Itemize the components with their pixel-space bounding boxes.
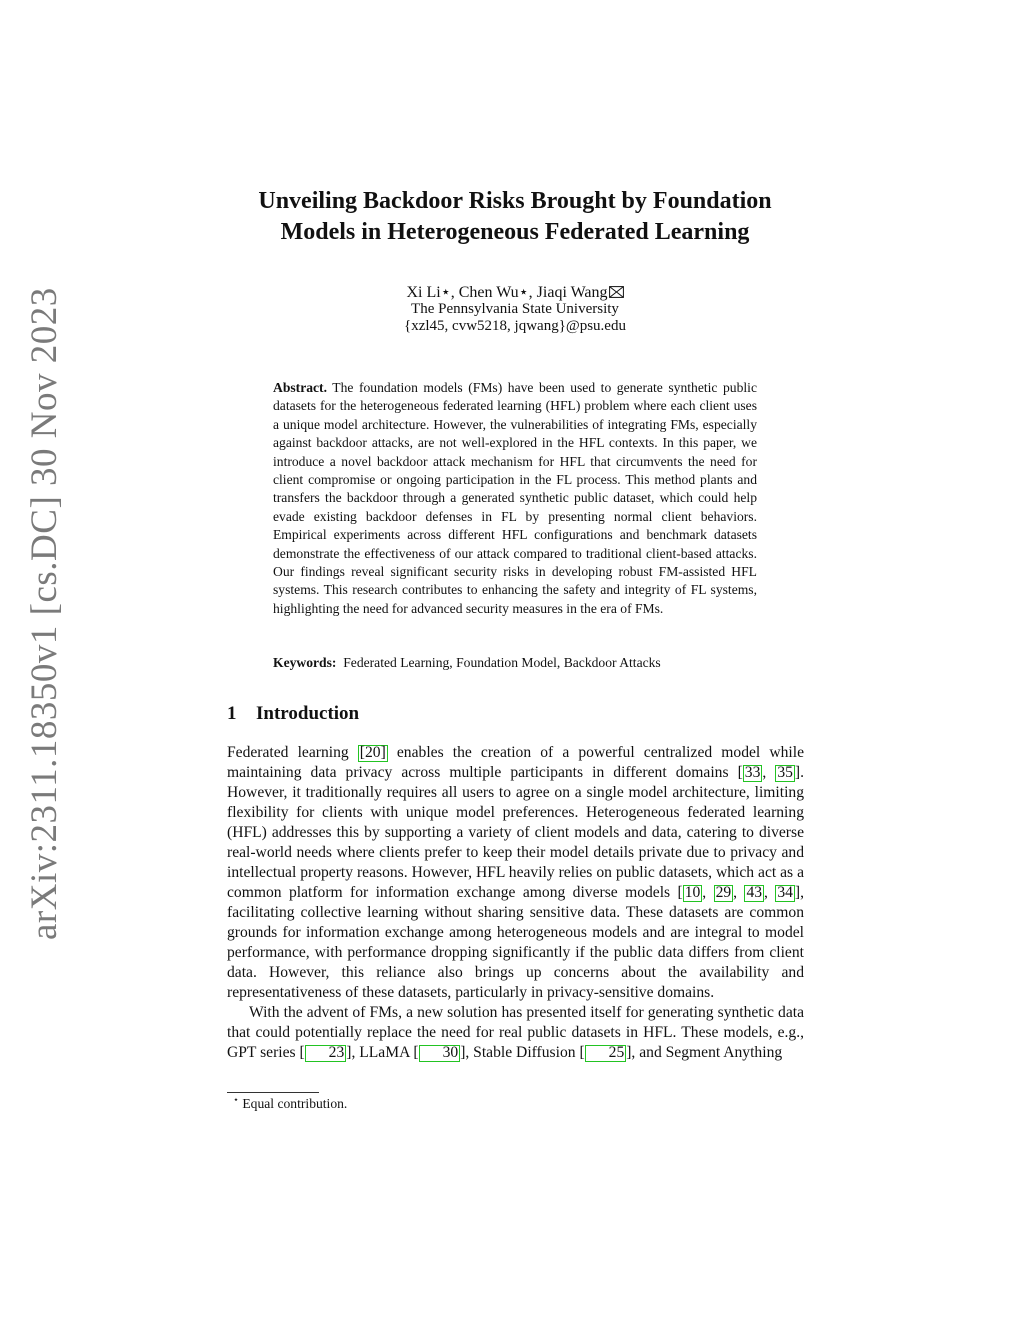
- section-heading: [227, 702, 359, 726]
- citation-link[interactable]: 10: [684, 884, 701, 901]
- keywords: [273, 654, 757, 672]
- abstract-text: The foundation models (FMs) have been used to generate synthetic public datasets for the heterogeneous federated learning (HFL) problem where each client uses a unique model architecture. However, the vulnerabilities of integrating FMs, especially against backdoor attacks, are not well-explored in the HFL contexts. In this paper, we introduce a novel backdoor attack mechanism for HFL that circumvents the need for client compromise or ongoing participation in the FL process. This method plants and transfers the backdoor through a generated synthetic public dataset, which could help evade existing backdoor defenses in FL by presenting normal client behaviors. Empirical experiments across different HFL configurations and benchmark datasets demonstrate the effectiveness of our attack compared to traditional client-based attacks. Our findings reveal significant security risks in developing robust FM-assisted HFL systems. This research contributes to enhancing the safety and integrity of FL systems, highlighting the need for advanced security measures in the era of FMs.: [273, 380, 757, 616]
- text-run: ,: [733, 884, 745, 901]
- text-run: With the advent of FMs, a new solution has presented itself for generating synthetic data that could potentially replace the need for real public datasets in HFL. These models, e.g., GPT series [: [227, 1004, 804, 1061]
- author-names: Xi Li⋆, Chen Wu⋆, Jiaqi Wang: [406, 284, 608, 301]
- keywords-label: Keywords:: [273, 655, 337, 670]
- abstract: [273, 379, 757, 618]
- text-run: ]. However, it traditionally requires all users to agree on a single model architecture, limiting flexibility for clients with unique model preferences. Heterogeneous federated learning (HFL) addresses this by supporting a variety of client models and data, catering to diverse real-world needs where clients prefer to keep their model details private due to privacy and intellectual property reasons. However, HFL heavily relies on public datasets, which act as a common platform for information exchange among diverse models [: [227, 764, 804, 901]
- footnote: [233, 1095, 347, 1113]
- footnote-divider: [227, 1092, 319, 1093]
- title-line-2: Models in Heterogeneous Federated Learning: [280, 219, 750, 245]
- text-run: ], Stable Diffusion [: [460, 1044, 585, 1061]
- citation-link[interactable]: 23: [305, 1045, 347, 1062]
- text-run: Federated learning: [227, 744, 358, 761]
- text-run: ], facilitating collective learning without sharing sensitive data. These datasets are common grounds for information exchange among heterogeneous models and are integral to model performance, with performance dropping significantly if the public data differs from client data. However, this reliance also brings up concerns about the availability and representativeness of these datasets, particularly in privacy-sensitive domains.: [227, 884, 805, 1001]
- citation-link[interactable]: 30: [419, 1045, 461, 1062]
- text-run: ], LLaMA [: [346, 1044, 419, 1061]
- citation-link[interactable]: 25: [585, 1045, 627, 1062]
- text-run: ,: [764, 884, 776, 901]
- citation-link[interactable]: [20]: [359, 744, 386, 761]
- citation-link[interactable]: 35: [777, 764, 793, 781]
- text-run: enables the creation of a powerful centralized model while maintaining data privacy across multiple participants in different domains [: [227, 744, 804, 781]
- citation-link[interactable]: 43: [746, 884, 763, 901]
- footnote-text: Equal contribution.: [242, 1096, 348, 1111]
- author-block: [300, 284, 730, 335]
- text-run: ], and Segment Anything: [626, 1044, 783, 1061]
- footnote-marker: ⋆: [233, 1095, 239, 1106]
- abstract-label: Abstract.: [273, 380, 327, 395]
- text-run: ,: [762, 764, 776, 781]
- envelope-icon: [609, 286, 624, 298]
- paper-title: [200, 186, 830, 248]
- citation-link[interactable]: 29: [715, 884, 732, 901]
- affiliation: The Pennsylvania State University: [411, 301, 619, 317]
- title-line-1: Unveiling Backdoor Risks Brought by Foundation: [258, 188, 772, 214]
- introduction-body: [227, 743, 804, 1063]
- section-number: 1: [227, 703, 237, 724]
- intro-paragraph-1: [227, 743, 804, 1003]
- author-names-row: [300, 284, 730, 301]
- author-emails: {xzl45, cvw5218, jqwang}@psu.edu: [404, 318, 626, 334]
- keywords-text: Federated Learning, Foundation Model, Backdoor Attacks: [343, 655, 661, 670]
- section-title: Introduction: [256, 703, 360, 724]
- citation-link[interactable]: 33: [744, 764, 761, 781]
- arxiv-identifier: arXiv:2311.18350v1 [cs.DC] 30 Nov 2023: [24, 287, 65, 940]
- text-run: ,: [702, 884, 714, 901]
- intro-paragraph-2: [227, 1003, 804, 1063]
- citation-link[interactable]: 34: [777, 884, 793, 901]
